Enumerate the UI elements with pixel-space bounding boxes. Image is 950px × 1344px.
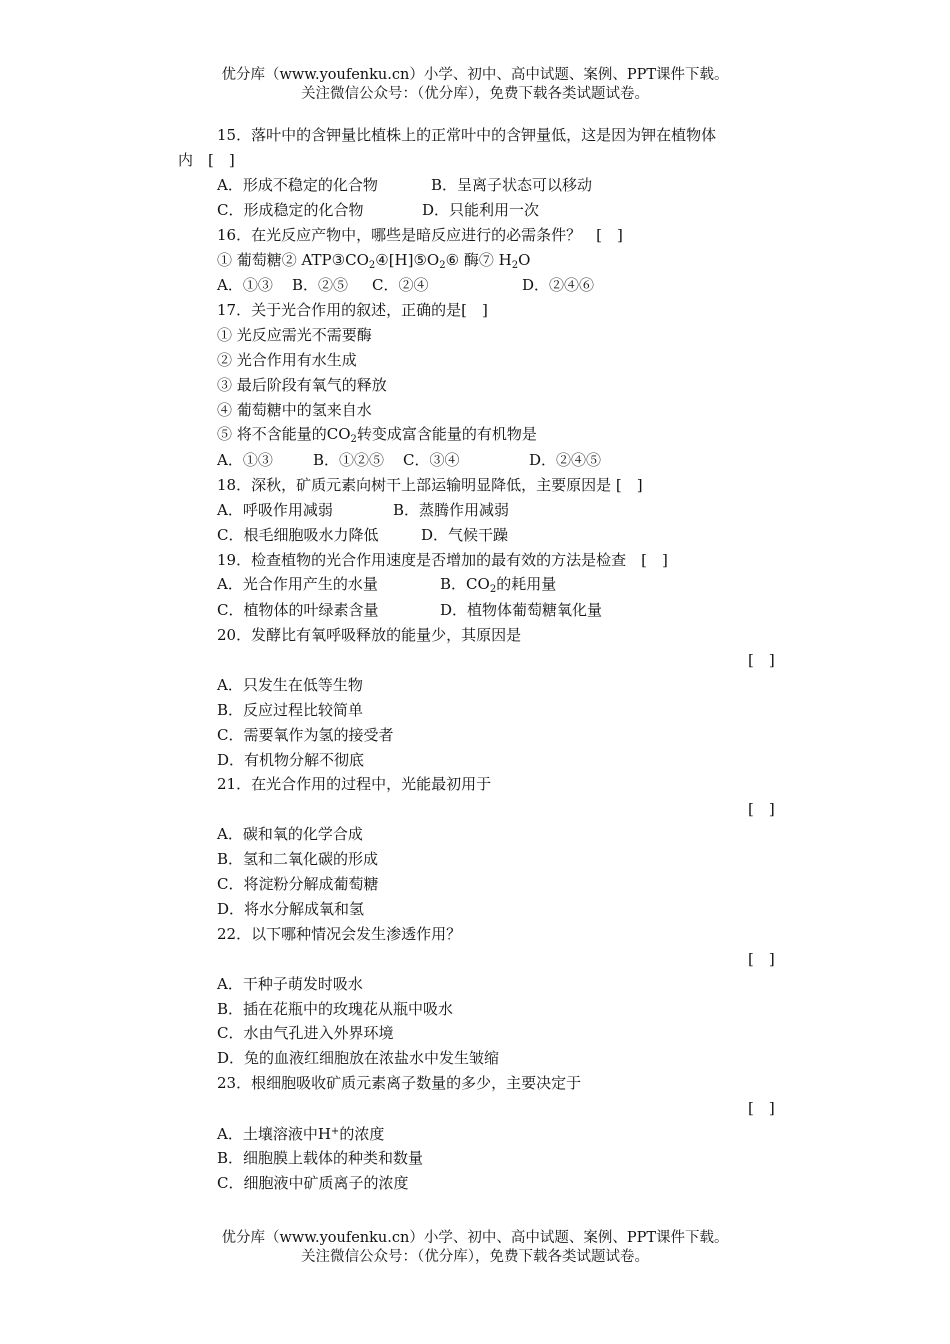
q17-stem: 17．关于光合作用的叙述，正确的是[ ] [217,301,488,319]
q22-option-c: C．水由气孔进入外界环境 [217,1024,394,1042]
q17-options [217,449,601,471]
q16-option-d: D．②④⑥ [522,276,595,294]
q19-options-row2 [217,599,602,621]
q19-options-row1 [217,573,556,595]
q16-option-b: B．②⑤ [292,276,349,294]
q17-option-c: C．③④ [403,451,460,469]
q16-items-part-b: ④[H]⑤O [375,251,440,269]
page-header [0,66,950,104]
q19-option-c: C．植物体的叶绿素含量 [217,601,379,619]
q19-option-d: D．植物体葡萄糖氧化量 [440,601,603,619]
q16-sub-2: 2 [439,260,446,271]
q18-options-row2 [217,524,508,546]
q18-stem: 18．深秋，矿质元素向树干上部运输明显降低，主要原因是 [ ] [217,476,643,494]
q20-option-d: D．有机物分解不彻底 [217,751,365,769]
q17-statement-3: ③ 最后阶段有氧气的释放 [217,376,387,394]
q16-sub-1: 2 [368,260,376,271]
q16-sub-3: 2 [511,260,519,271]
q21-option-d: D．将水分解成氧和氢 [217,900,365,918]
q18-option-a: A．呼吸作用减弱 [217,501,333,519]
q16-stem: 16．在光反应产物中，哪些是暗反应进行的必需条件？ [ ] [217,226,623,244]
q19-stem: 19．检查植物的光合作用速度是否增加的最有效的方法是检查 [ ] [217,551,668,569]
q16-items [217,249,530,271]
q20-option-a: A．只发生在低等生物 [217,676,363,694]
q17-statement-5-part-a: ⑤ 将不含能量的CO [217,425,351,443]
q23-option-b: B．细胞膜上载体的种类和数量 [217,1149,424,1167]
q17-option-b: B．①②⑤ [313,451,385,469]
header-line-1: 优分库（www.youfenku.cn）小学、初中、高中试题、案例、PPT课件下载。 [221,67,729,83]
q22-answer-bracket: [ ] [748,950,775,968]
q23-sup: + [330,1126,340,1137]
q19-option-b [440,573,556,595]
q23-option-a [217,1123,384,1145]
q16-options [217,274,594,296]
q19-option-b-part-b: 的耗用量 [496,575,557,593]
q18-option-b: B．蒸腾作用减弱 [393,501,510,519]
q20-option-c: C．需要氧作为氢的接受者 [217,726,394,744]
q15-options-row1 [217,174,592,196]
q15-options-row2 [217,199,539,221]
q21-option-c: C．将淀粉分解成葡萄糖 [217,875,379,893]
q17-statement-5-part-b: 转变成富含能量的有机物是 [356,425,537,443]
q21-stem: 21．在光合作用的过程中，光能最初用于 [217,775,492,793]
q23-stem: 23．根细胞吸收矿质元素离子数量的多少，主要决定于 [217,1074,582,1092]
q17-statement-1: ① 光反应需光不需要酶 [217,326,372,344]
q23-option-a-part-b: 的浓度 [339,1125,385,1143]
q22-option-a: A．干种子萌发时吸水 [217,975,363,993]
q23-answer-bracket: [ ] [748,1099,775,1117]
q16-items-part-a: ① 葡萄糖② ATP③CO [217,251,369,269]
q16-option-c: C．②④ [372,276,429,294]
header-line-2: 关注微信公众号：（优分库），免费下载各类试题试卷。 [301,86,649,102]
q21-answer-bracket: [ ] [748,800,775,818]
q19-sub: 2 [489,584,497,595]
q16-items-part-d: O [518,251,531,269]
q22-option-d: D．兔的血液红细胞放在浓盐水中发生皱缩 [217,1049,500,1067]
q15-stem-line2: 内 [ ] [178,151,235,169]
q15-option-b: B．呈离子状态可以移动 [431,176,593,194]
q21-option-b: B．氢和二氧化碳的形成 [217,850,379,868]
q18-option-c: C．根毛细胞吸水力降低 [217,526,379,544]
q15-option-a: A．形成不稳定的化合物 [217,176,378,194]
q21-option-a: A．碳和氧的化学合成 [217,825,363,843]
q20-answer-bracket: [ ] [748,651,775,669]
q17-statement-5 [217,423,537,445]
q22-option-b: B．插在花瓶中的玫瑰花从瓶中吸水 [217,1000,454,1018]
footer-line-1: 优分库（www.youfenku.cn）小学、初中、高中试题、案例、PPT课件下载。 [221,1230,729,1246]
q18-option-d: D．气候干躁 [421,526,509,544]
page-footer [0,1229,950,1267]
q18-options-row1 [217,499,509,521]
q23-option-a-part-a: A．土壤溶液中H [217,1125,331,1143]
q17-option-a: A．①③ [217,451,273,469]
q19-option-b-part-a: B．CO [440,575,490,593]
q17-sub: 2 [350,434,357,445]
q20-option-b: B．反应过程比较简单 [217,701,364,719]
q15-stem-line1: 15．落叶中的含钾量比植株上的正常叶中的含钾量低，这是因为钾在植物体 [217,126,717,144]
footer-line-2: 关注微信公众号：（优分库），免费下载各类试题试卷。 [301,1249,649,1265]
q17-statement-4: ④ 葡萄糖中的氢来自水 [217,401,372,419]
q19-option-a: A．光合作用产生的水量 [217,575,378,593]
q16-items-part-c: ⑥ 酶⑦ H [445,251,512,269]
q15-option-c: C．形成稳定的化合物 [217,201,364,219]
q23-option-c: C．细胞液中矿质离子的浓度 [217,1174,409,1192]
q20-stem: 20．发酵比有氧呼吸释放的能量少，其原因是 [217,626,522,644]
q17-option-d: D．②④⑤ [529,451,602,469]
q15-option-d: D．只能利用一次 [422,201,540,219]
q17-statement-2: ② 光合作用有水生成 [217,351,357,369]
q16-option-a: A．①③ [217,276,273,294]
q22-stem: 22．以下哪种情况会发生渗透作用？ [217,925,462,943]
